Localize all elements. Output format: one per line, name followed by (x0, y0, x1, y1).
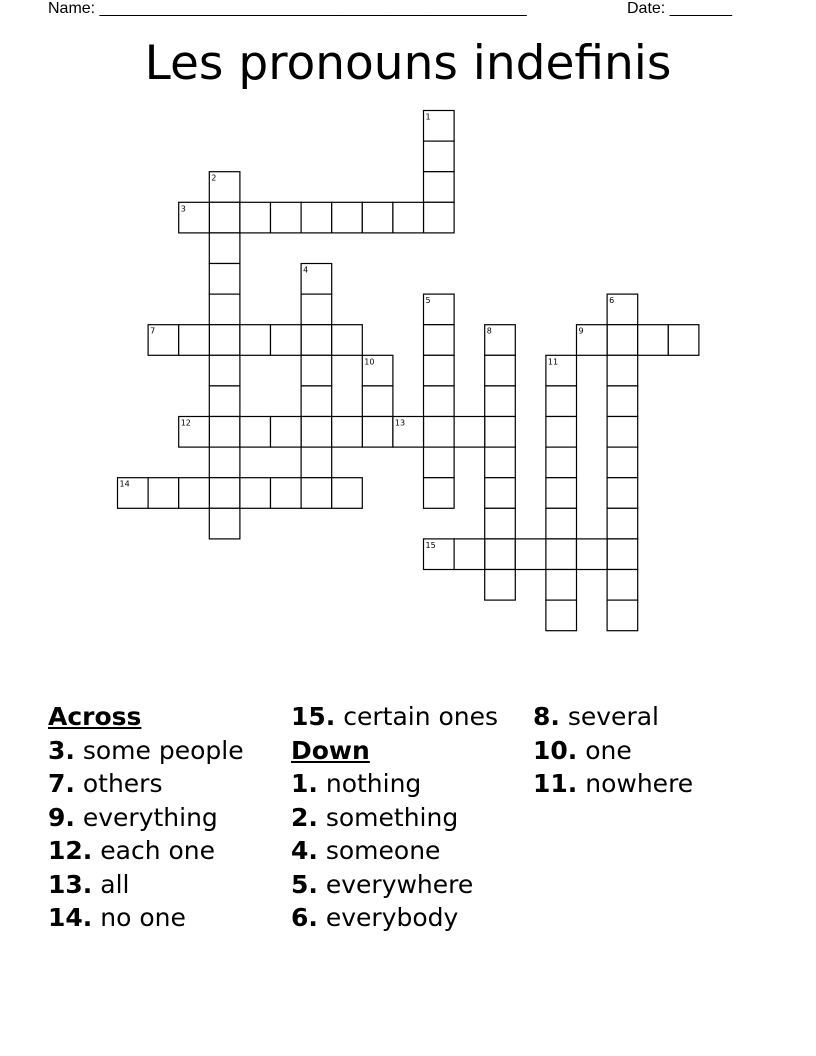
grid-cell[interactable] (209, 294, 240, 325)
grid-cell[interactable] (546, 508, 577, 539)
grid-cell[interactable] (607, 417, 638, 448)
grid-cell[interactable] (485, 355, 516, 386)
clues-column-2 (291, 700, 498, 935)
clue-down-4: 4. someone (291, 836, 441, 865)
clue-down-10: 10. one (533, 735, 632, 765)
grid-cell[interactable] (362, 386, 393, 417)
across-heading: Across (48, 702, 142, 731)
grid-cell[interactable] (179, 325, 210, 356)
clue-down-2: 2. something (291, 802, 459, 832)
grid-cell[interactable] (607, 539, 638, 570)
cell-number: 10 (364, 357, 375, 367)
grid-cell[interactable] (485, 539, 516, 570)
grid-cell[interactable] (607, 508, 638, 539)
grid-cell[interactable] (240, 202, 271, 233)
grid-cell[interactable] (362, 202, 393, 233)
grid-cell[interactable] (424, 447, 455, 478)
grid-cell[interactable] (638, 325, 669, 356)
grid-cell[interactable] (485, 508, 516, 539)
grid-cell[interactable] (454, 539, 485, 570)
grid-cell[interactable] (485, 570, 516, 601)
grid-cell[interactable] (301, 386, 332, 417)
grid-cell[interactable] (424, 202, 455, 233)
name-field-label: Name: ________________________________________________ (48, 0, 527, 17)
grid-cell[interactable] (209, 508, 240, 539)
grid-cell[interactable] (332, 417, 363, 448)
grid-cell[interactable] (209, 355, 240, 386)
cell-number: 15 (425, 540, 436, 550)
grid-cell[interactable] (209, 447, 240, 478)
grid-cell[interactable] (485, 417, 516, 448)
grid-cell[interactable] (546, 570, 577, 601)
grid-cell[interactable] (424, 355, 455, 386)
grid-cell[interactable] (301, 294, 332, 325)
cell-number: 11 (547, 357, 559, 367)
grid-cell[interactable] (209, 386, 240, 417)
grid-cell[interactable] (209, 264, 240, 295)
clue-across-12: 12. each one (48, 836, 216, 865)
grid-cell[interactable] (668, 325, 699, 356)
grid-cell[interactable] (209, 478, 240, 509)
grid-cell[interactable] (546, 600, 577, 631)
grid-cell[interactable] (454, 417, 485, 448)
grid-cell[interactable] (515, 539, 546, 570)
grid-cell[interactable] (607, 570, 638, 601)
grid-cell[interactable] (332, 202, 363, 233)
clue-across-7: 7. others (48, 769, 163, 798)
grid-cell[interactable] (424, 417, 455, 448)
clue-down-11: 11. nowhere (533, 769, 694, 798)
grid-cell[interactable] (546, 447, 577, 478)
cell-number: 1 (425, 112, 431, 122)
grid-cell[interactable] (209, 325, 240, 356)
down-heading: Down (291, 735, 370, 765)
grid-cell[interactable] (301, 202, 332, 233)
cell-number: 3 (180, 204, 186, 214)
grid-cell[interactable] (271, 202, 302, 233)
clue-across-3: 3. some people (48, 735, 244, 765)
grid-cell[interactable] (301, 355, 332, 386)
clues-column-1 (48, 700, 244, 935)
clue-across-13: 13. all (48, 869, 130, 899)
grid-cell[interactable] (209, 233, 240, 264)
grid-cell[interactable] (393, 202, 424, 233)
grid-cell[interactable] (424, 141, 455, 172)
grid-cell[interactable] (485, 386, 516, 417)
grid-cell[interactable] (240, 325, 271, 356)
grid-cell[interactable] (424, 325, 455, 356)
clue-across-9: 9. everything (48, 802, 218, 832)
grid-cell[interactable] (546, 417, 577, 448)
cell-number: 14 (119, 479, 130, 489)
clue-down-6: 6. everybody (291, 903, 459, 932)
grid-cell[interactable] (607, 600, 638, 631)
grid-cell[interactable] (424, 386, 455, 417)
grid-cell[interactable] (546, 478, 577, 509)
cell-number: 5 (425, 296, 431, 306)
grid-cell[interactable] (301, 478, 332, 509)
page-title: Les pronouns indefinis (144, 36, 672, 91)
grid-cell[interactable] (301, 325, 332, 356)
grid-cell[interactable] (485, 447, 516, 478)
grid-cell[interactable] (607, 447, 638, 478)
grid-cell[interactable] (209, 202, 240, 233)
grid-cell[interactable] (271, 417, 302, 448)
cell-number: 9 (578, 326, 584, 336)
grid-cell[interactable] (546, 539, 577, 570)
grid-cell[interactable] (271, 325, 302, 356)
cell-number: 8 (486, 326, 492, 336)
date-field-label: Date: _______ (627, 0, 732, 17)
cell-number: 13 (394, 418, 406, 428)
grid-cell[interactable] (240, 417, 271, 448)
grid-cells (118, 111, 699, 631)
clue-down-8: 8. several (533, 702, 659, 731)
cell-number: 2 (211, 173, 217, 183)
grid-cell[interactable] (607, 355, 638, 386)
grid-cell[interactable] (240, 478, 271, 509)
grid-cell[interactable] (148, 478, 179, 509)
grid-cell[interactable] (332, 478, 363, 509)
grid-cell[interactable] (332, 325, 363, 356)
clue-down-1: 1. nothing (291, 769, 422, 798)
grid-cell[interactable] (607, 325, 638, 356)
grid-cell[interactable] (607, 478, 638, 509)
grid-cell[interactable] (424, 172, 455, 203)
grid-cell[interactable] (301, 417, 332, 448)
grid-cell[interactable] (607, 386, 638, 417)
clue-across-14: 14. no one (48, 903, 186, 932)
cell-number: 6 (609, 296, 615, 306)
grid-cell[interactable] (362, 417, 393, 448)
clue-down-5: 5. everywhere (291, 869, 474, 899)
grid-cell[interactable] (179, 478, 210, 509)
grid-cell[interactable] (301, 447, 332, 478)
grid-cell[interactable] (424, 478, 455, 509)
grid-cell[interactable] (271, 478, 302, 509)
cell-number: 7 (150, 326, 156, 336)
clues-column-3 (533, 700, 693, 801)
grid-cell[interactable] (546, 386, 577, 417)
grid-cell[interactable] (485, 478, 516, 509)
grid-cell[interactable] (209, 417, 240, 448)
grid-cell[interactable] (577, 539, 608, 570)
cell-number: 4 (303, 265, 309, 275)
cell-number: 12 (180, 418, 191, 428)
clue-across-15: 15. certain ones (291, 702, 499, 731)
